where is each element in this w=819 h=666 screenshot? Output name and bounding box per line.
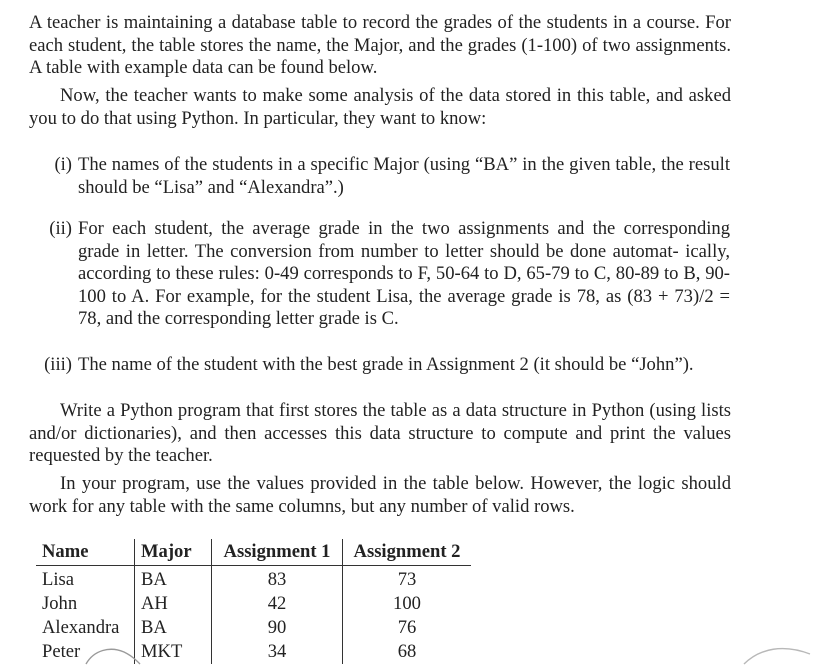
cell-assignment-2: 76	[343, 616, 472, 640]
item-text-part: , and the corresponding letter grade is C.	[96, 308, 399, 330]
cell-major: AH	[135, 592, 212, 616]
item-text	[78, 218, 730, 331]
intro-paragraph-1: A teacher is maintaining a database table to record the grades of the students in a course. For each student, the table stores the name, the Major, and the grades (1-100) of two assignments. A table with example data can be found below.	[29, 12, 731, 79]
header-assignment-2: Assignment 2	[343, 539, 472, 566]
cell-major: MKT	[135, 640, 212, 664]
item-text-part: For each student, the average grade in the two assignments and the corresponding grade in letter. The conversion from number to letter should be done automat- ically, according to these rules: 0-49 corresponds to F, 50-64 to D, 65-79 to C, 80-89 to B, 90-100 to A. For example, for the student Lisa, the average grade is 78, as	[78, 218, 730, 307]
cell-name: Alexandra	[42, 617, 120, 638]
cell-name: Peter	[42, 641, 81, 662]
item-number: (i)	[54, 154, 72, 175]
table-row	[36, 592, 471, 616]
header-name: Name	[36, 539, 135, 566]
cell-assignment-1: 83	[212, 566, 343, 593]
table-row	[36, 616, 471, 640]
item-number: (ii)	[49, 218, 72, 239]
question-item-ii	[24, 218, 730, 331]
cell-assignment-1: 34	[212, 640, 343, 664]
math-expression: (83 + 73)/2 = 78	[78, 285, 731, 330]
question-item-i	[24, 154, 730, 199]
cell-assignment-1: 90	[212, 616, 343, 640]
grades-table	[36, 539, 471, 664]
table-header-row	[36, 539, 471, 566]
question-item-iii	[24, 354, 730, 377]
cell-assignment-1: 42	[212, 592, 343, 616]
item-text: The names of the students in a specific Major (using “BA” in the given table, the result should be “Lisa” and “Alexandra”.)	[78, 154, 730, 198]
cell-name: John	[42, 593, 78, 614]
pen-scribble-mark	[740, 640, 819, 666]
cell-major: BA	[135, 566, 212, 593]
intro-paragraph-2: Now, the teacher wants to make some analysis of the data stored in this table, and asked you to do that using Python. In particular, they want to know:	[29, 85, 731, 129]
item-number: (iii)	[44, 354, 72, 375]
cell-name: Lisa	[42, 569, 75, 590]
outro-paragraph-2: In your program, use the values provided in the table below. However, the logic should work for any table with the same columns, but any number of valid rows.	[29, 473, 731, 517]
table-row	[36, 640, 471, 664]
header-major: Major	[135, 539, 212, 566]
table-row	[36, 566, 471, 593]
outro-paragraph-1: Write a Python program that first stores the table as a data structure in Python (using lists and/or dictionaries), and then accesses this data structure to compute and print the values requested by the teacher.	[29, 400, 731, 467]
header-assignment-1: Assignment 1	[212, 539, 343, 566]
cell-assignment-2: 100	[343, 592, 472, 616]
cell-major: BA	[135, 616, 212, 640]
item-text: The name of the student with the best grade in Assignment 2 (it should be “John”).	[78, 354, 694, 375]
cell-assignment-2: 68	[343, 640, 472, 664]
cell-assignment-2: 73	[343, 566, 472, 593]
